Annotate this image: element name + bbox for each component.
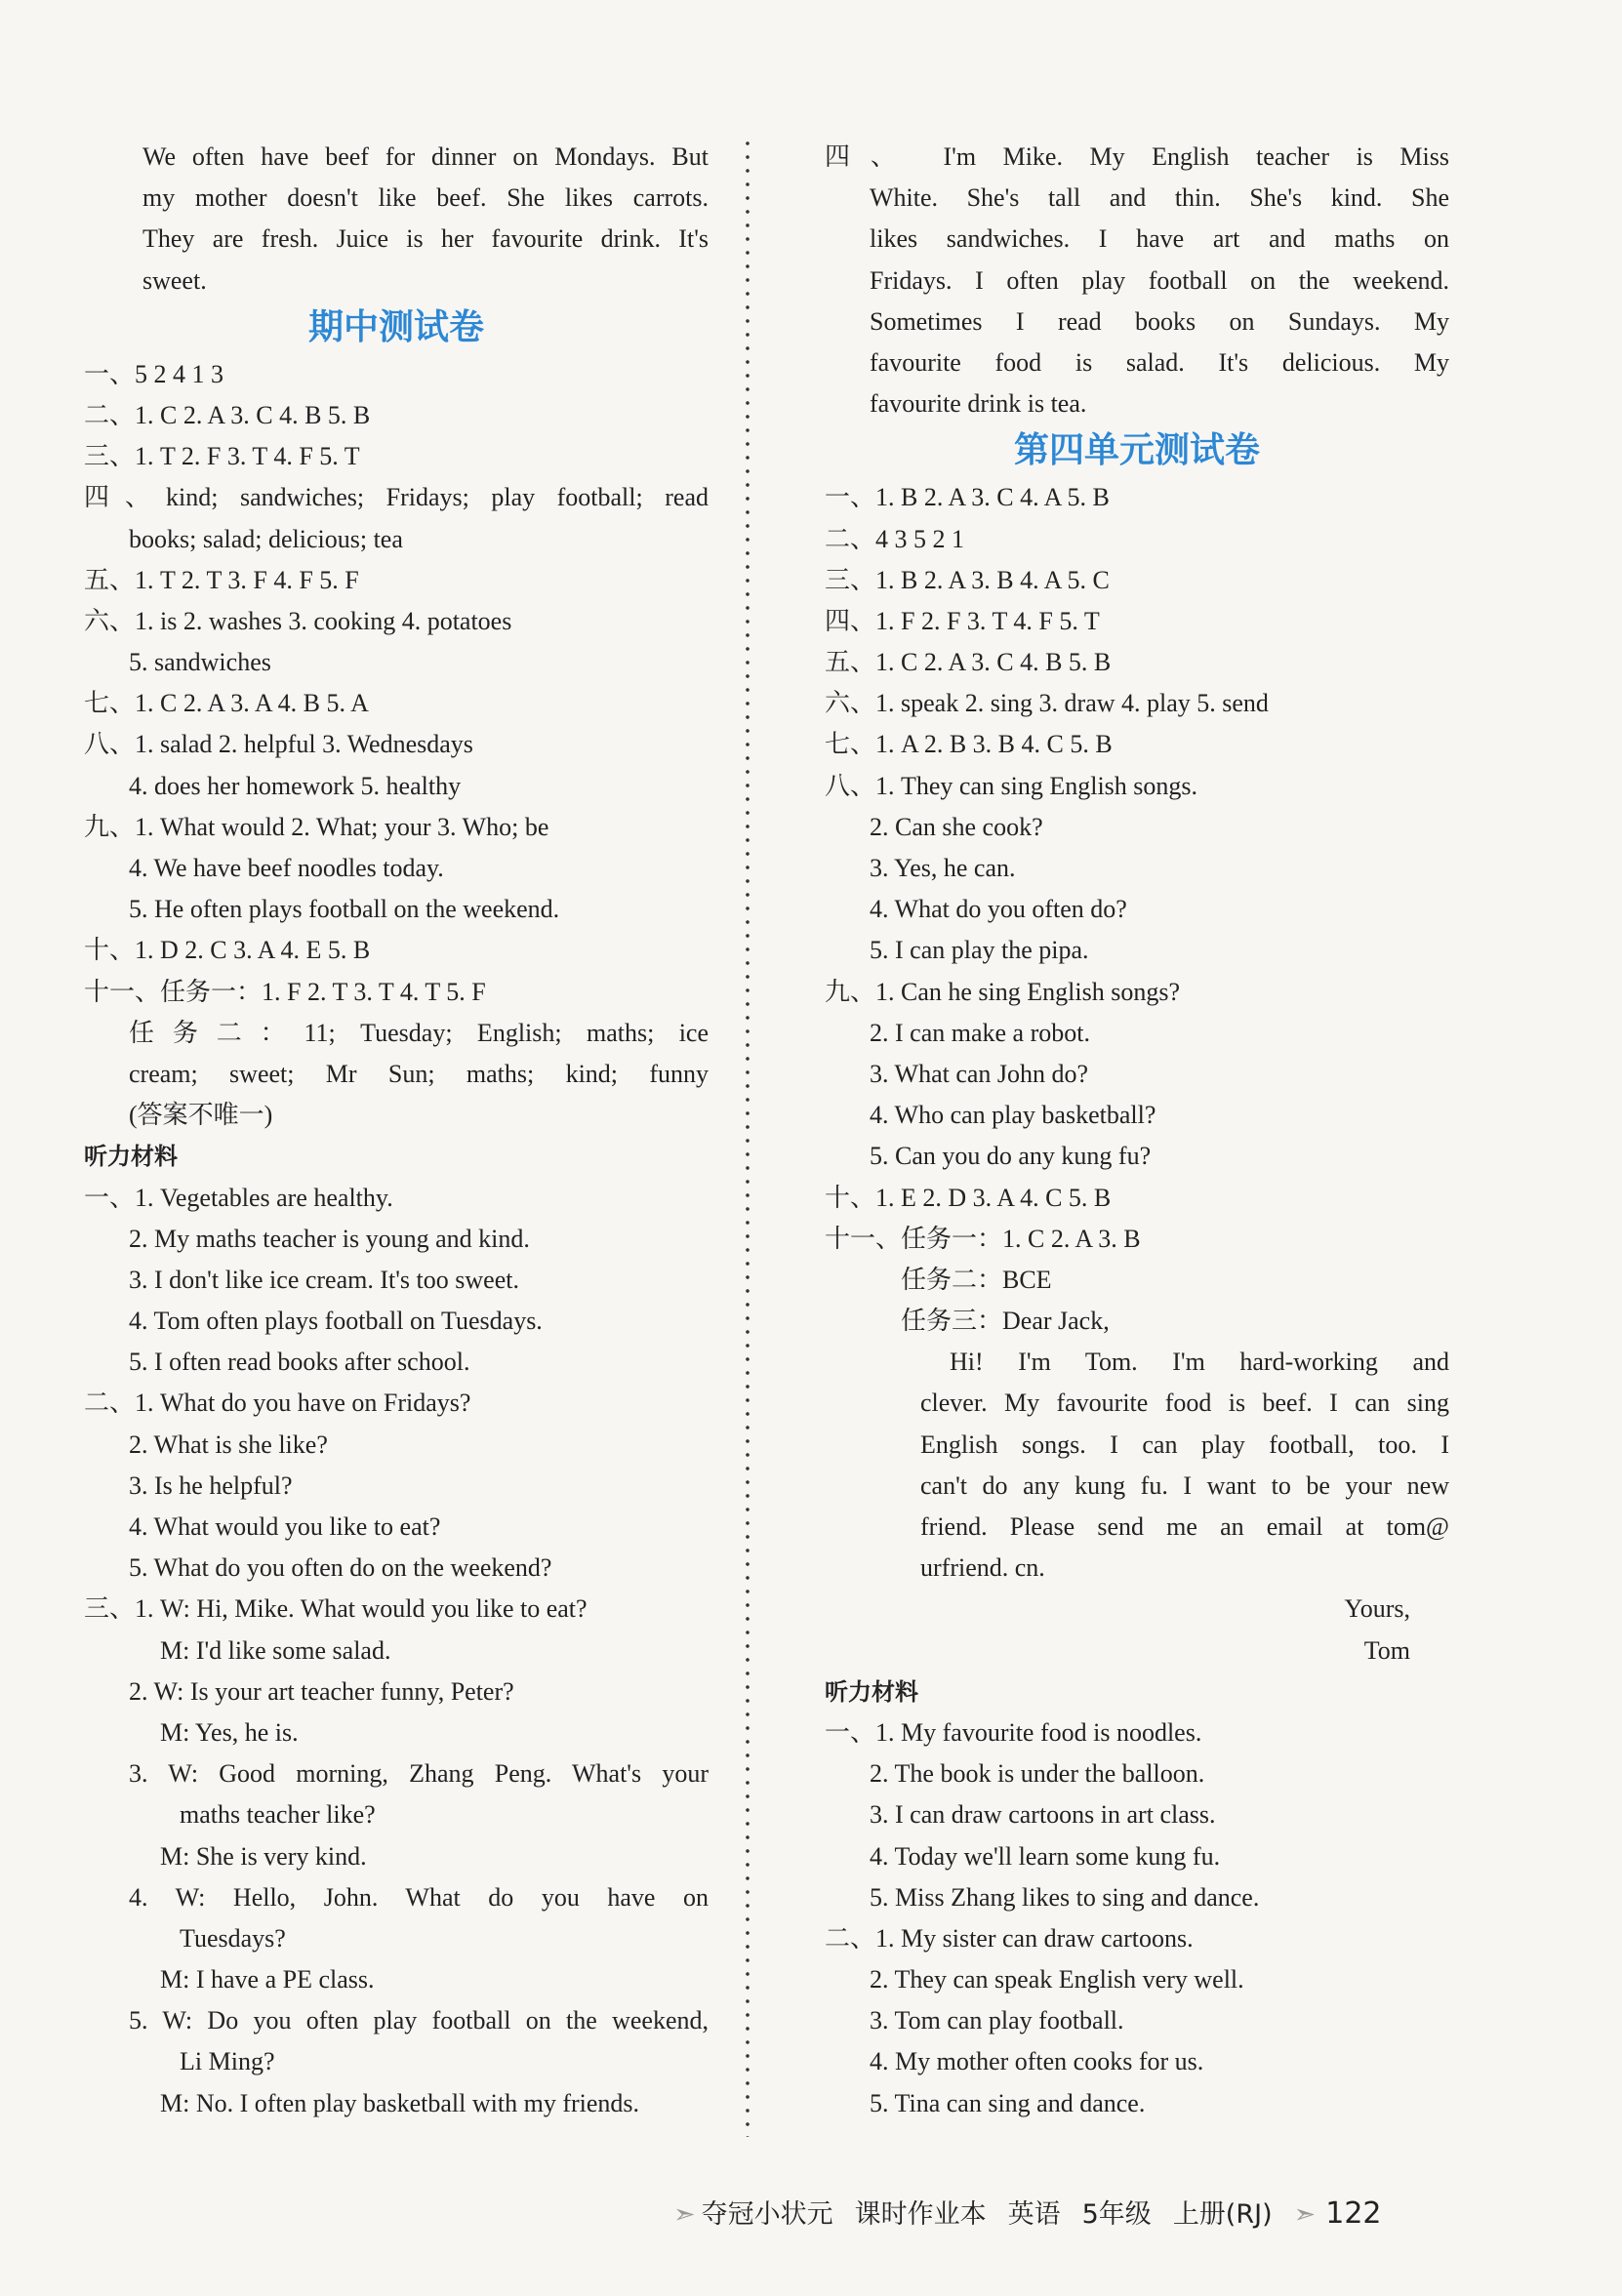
text-line: 九、1. What would 2. What; your 3. Who; be — [84, 812, 549, 841]
text-line: 5. W: Do you often play football on the weekend, — [129, 2006, 709, 2035]
text-line: 任务二：BCE — [901, 1265, 1052, 1294]
text-line: Hi! I'm Tom. I'm hard-working and — [950, 1348, 1449, 1377]
arrow-icon: ➣ — [673, 2199, 696, 2230]
page-footer — [673, 2194, 1403, 2235]
text-line: 5. What do you often do on the weekend? — [129, 1553, 552, 1583]
right-column — [825, 137, 1449, 2124]
text-line: 任务三：Dear Jack, — [901, 1307, 1110, 1336]
text-line: 5. Miss Zhang likes to sing and dance. — [870, 1882, 1260, 1912]
text-line: 二、4 3 5 2 1 — [825, 524, 965, 553]
text-line: 四、1. F 2. F 3. T 4. F 5. T — [825, 606, 1100, 635]
text-line: 5. I often read books after school. — [129, 1348, 470, 1377]
text-line: 一、5 2 4 1 3 — [84, 359, 224, 388]
column-divider — [746, 137, 750, 2137]
text-line: sweet. — [142, 265, 207, 295]
text-line: 九、1. Can he sing English songs? — [825, 977, 1180, 1006]
text-line: 一、1. My favourite food is noodles. — [825, 1717, 1202, 1747]
text-line: favourite food is salad. It's delicious. My — [870, 347, 1449, 377]
text-line: maths teacher like? — [180, 1800, 376, 1830]
text-line: likes sandwiches. I have art and maths on — [870, 224, 1449, 254]
footer-volume: 上册(RJ) — [1172, 2199, 1273, 2230]
text-line: 十一、任务一：1. F 2. T 3. T 4. T 5. F — [84, 977, 486, 1006]
text-line: 八、1. salad 2. helpful 3. Wednesdays — [84, 730, 473, 759]
text-line: 4. We have beef noodles today. — [129, 854, 444, 882]
text-line: books; salad; delicious; tea — [129, 524, 403, 553]
text-line: 3. Tom can play football. — [870, 2006, 1124, 2035]
text-line: 2. My maths teacher is young and kind. — [129, 1224, 530, 1253]
text-line: 十一、任务一：1. C 2. A 3. B — [825, 1224, 1141, 1253]
text-line: 4. Who can play basketball? — [870, 1101, 1156, 1130]
text-line: urfriend. cn. — [920, 1553, 1045, 1583]
text-line: English songs. I can play football, too. I — [920, 1430, 1449, 1459]
text-line: 三、1. B 2. A 3. B 4. A 5. C — [825, 565, 1110, 594]
text-line: M: I have a PE class. — [160, 1965, 375, 1994]
text-line: Yours, — [1344, 1594, 1410, 1624]
subsection-heading: 听力材料 — [84, 1143, 178, 1171]
text-line: 十、1. E 2. D 3. A 4. C 5. B — [825, 1183, 1112, 1212]
text-line: clever. My favourite food is beef. I can sing — [920, 1389, 1449, 1418]
text-line: (答案不唯一) — [129, 1101, 273, 1130]
text-line: M: No. I often play basketball with my friends. — [160, 2088, 640, 2117]
text-line: 任务二：11; Tuesday; English; maths; ice — [129, 1018, 709, 1047]
text-line: 5. He often plays football on the weekend. — [129, 895, 560, 924]
text-line: 2. They can speak English very well. — [870, 1965, 1244, 1994]
text-line: 4. My mother often cooks for us. — [870, 2047, 1204, 2076]
text-line: 二、1. My sister can draw cartoons. — [825, 1923, 1194, 1953]
text-line: 4. What would you like to eat? — [129, 1512, 441, 1541]
text-line: 2. What is she like? — [129, 1430, 328, 1459]
text-line: 4. does her homework 5. healthy — [129, 771, 462, 800]
text-line: 3. I can draw cartoons in art class. — [870, 1800, 1216, 1830]
text-line: 四、kind; sandwiches; Fridays; play football; read — [84, 483, 709, 512]
text-line: 七、1. C 2. A 3. A 4. B 5. A — [84, 689, 369, 718]
subsection-heading: 听力材料 — [825, 1677, 918, 1706]
text-line: 2. W: Is your art teacher funny, Peter? — [129, 1676, 514, 1706]
text-line: 八、1. They can sing English songs. — [825, 771, 1198, 800]
text-line: 3. Yes, he can. — [870, 854, 1016, 882]
text-line: 3. I don't like ice cream. It's too sweet. — [129, 1265, 519, 1294]
text-line: Li Ming? — [180, 2047, 275, 2076]
text-line: Tuesdays? — [180, 1923, 286, 1953]
text-line: 五、1. T 2. T 3. F 4. F 5. F — [84, 565, 359, 594]
text-line: 3. What can John do? — [870, 1059, 1089, 1088]
text-line: 3. W: Good morning, Zhang Peng. What's your — [129, 1759, 709, 1789]
text-line: 十、1. D 2. C 3. A 4. E 5. B — [84, 936, 371, 965]
text-line: Sometimes I read books on Sundays. My — [870, 306, 1449, 336]
text-line: 二、1. C 2. A 3. C 4. B 5. B — [84, 400, 371, 429]
footer-book: 课时作业本 — [854, 2199, 987, 2230]
text-line: 5. Can you do any kung fu? — [870, 1142, 1152, 1171]
text-line: 六、1. speak 2. sing 3. draw 4. play 5. send — [825, 689, 1269, 718]
text-line: 4. What do you often do? — [870, 895, 1127, 924]
text-line: 二、1. What do you have on Fridays? — [84, 1389, 471, 1418]
text-line: 2. Can she cook? — [870, 812, 1043, 841]
text-line: my mother doesn't like beef. She likes carrots. — [142, 183, 709, 213]
text-line: 五、1. C 2. A 3. C 4. B 5. B — [825, 648, 1112, 677]
text-line: 三、1. T 2. F 3. T 4. F 5. T — [84, 442, 360, 471]
text-line: 七、1. A 2. B 3. B 4. C 5. B — [825, 730, 1113, 759]
text-line: M: Yes, he is. — [160, 1717, 299, 1747]
text-line: White. She's tall and thin. She's kind. She — [870, 183, 1449, 213]
text-line: 2. The book is under the balloon. — [870, 1759, 1205, 1789]
text-line: 四、 I'm Mike. My English teacher is Miss — [825, 142, 1449, 171]
footer-subject: 英语 — [1007, 2199, 1061, 2230]
text-line: 一、1. Vegetables are healthy. — [84, 1183, 393, 1212]
text-line: 六、1. is 2. washes 3. cooking 4. potatoes — [84, 606, 512, 635]
page-number: 122 — [1325, 2196, 1382, 2231]
text-line: 5. I can play the pipa. — [870, 936, 1089, 965]
text-line: favourite drink is tea. — [870, 389, 1087, 419]
text-line: 4. Today we'll learn some kung fu. — [870, 1841, 1221, 1871]
text-line: 3. Is he helpful? — [129, 1470, 293, 1500]
text-line: Tom — [1363, 1635, 1410, 1665]
text-line: 一、1. B 2. A 3. C 4. A 5. B — [825, 483, 1110, 512]
text-line: can't do any kung fu. I want to be your new — [920, 1470, 1449, 1500]
left-column — [84, 137, 709, 2124]
footer-brand: 夺冠小状元 — [701, 2199, 833, 2230]
text-line: M: She is very kind. — [160, 1841, 367, 1871]
text-line: 5. Tina can sing and dance. — [870, 2088, 1146, 2117]
text-line: Fridays. I often play football on the weekend. — [870, 265, 1449, 295]
text-line: 4. Tom often plays football on Tuesdays. — [129, 1307, 543, 1336]
section-heading: 期中测试卷 — [307, 306, 484, 347]
text-line: cream; sweet; Mr Sun; maths; kind; funny — [129, 1059, 709, 1088]
footer-grade: 5年级 — [1081, 2199, 1152, 2230]
text-line: friend. Please send me an email at tom@ — [920, 1512, 1449, 1541]
text-line: 三、1. W: Hi, Mike. What would you like to eat? — [84, 1594, 588, 1624]
text-line: 5. sandwiches — [129, 648, 271, 677]
text-line: 2. I can make a robot. — [870, 1018, 1090, 1047]
section-heading: 第四单元测试卷 — [1013, 430, 1260, 471]
text-line: M: I'd like some salad. — [160, 1635, 391, 1665]
text-line: We often have beef for dinner on Mondays. But — [142, 142, 709, 171]
arrow-icon: ➣ — [1293, 2199, 1317, 2230]
text-line: They are fresh. Juice is her favourite drink. It's — [142, 224, 709, 254]
text-line: 4. W: Hello, John. What do you have on — [129, 1882, 709, 1912]
